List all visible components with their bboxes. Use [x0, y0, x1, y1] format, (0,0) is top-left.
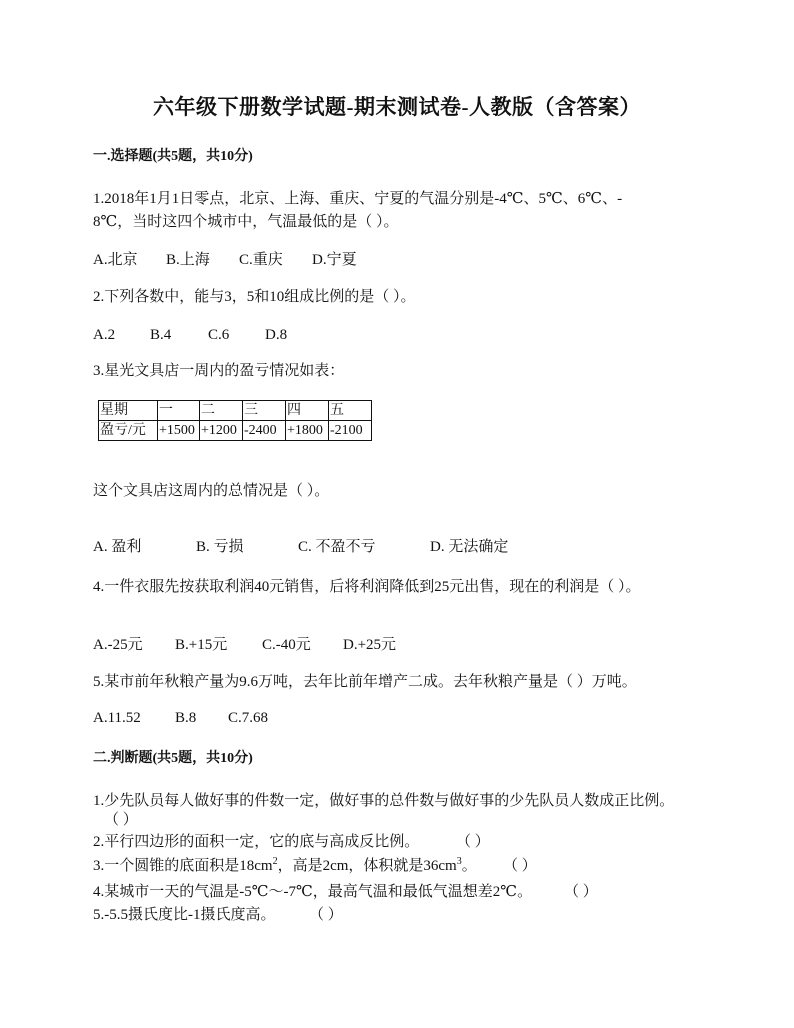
judge-item-4-blank: （ ） [564, 884, 598, 900]
q3-option-b: B. 亏损 [196, 539, 244, 555]
judge-item-5-text: 5.-5.5摄氏度比-1摄氏度高。 [93, 907, 276, 923]
judge-item-3-text [93, 857, 477, 875]
table-row [99, 421, 372, 441]
judge-item-3-part1: 3.一个圆锥的底面积是18cm [93, 858, 273, 874]
judge-item-1-blank: （ ） [104, 812, 138, 828]
q5-option-a: A.11.52 [93, 710, 141, 726]
judge-item-5-blank: （ ） [309, 907, 343, 923]
q2-option-d: D.8 [265, 327, 288, 343]
judge-item-2-blank: （ ） [456, 834, 490, 850]
q2-option-c: C.6 [208, 327, 230, 343]
q3-followup: 这个文具店这周内的总情况是（ ）。 [93, 483, 330, 499]
q2-stem: 2.下列各数中，能与3，5和10组成比例的是（ ）。 [93, 289, 416, 305]
q1-option-c: C.重庆 [239, 252, 283, 268]
table-header-cell: 三 [243, 401, 286, 421]
table-header-cell: 二 [200, 401, 243, 421]
page-title: 六年级下册数学试题-期末测试卷-人教版（含答案） [153, 95, 641, 119]
q1-option-b: B.上海 [166, 252, 210, 268]
judge-item-3-part3: 。 [461, 858, 477, 874]
profit-loss-table [98, 400, 372, 441]
q2-option-b: B.4 [150, 327, 172, 343]
q3-option-a: A. 盈利 [93, 539, 142, 555]
q4-option-b: B.+15元 [175, 637, 228, 653]
superscript-3: 3 [456, 856, 462, 867]
q1-stem-line1: 1.2018年1月1日零点，北京、上海、重庆、宁夏的气温分别是-4℃、5℃、6℃、- [93, 191, 623, 207]
q5-option-c: C.7.68 [228, 710, 269, 726]
table-header-cell: 星期 [99, 401, 158, 421]
q4-stem: 4.一件衣服先按获取利润40元销售，后将利润降低到25元出售，现在的利润是（ ）。 [93, 579, 641, 595]
judge-item-2-text: 2.平行四边形的面积一定，它的底与高成反比例。 [93, 834, 420, 850]
q1-option-d: D.宁夏 [312, 252, 357, 268]
table-cell: +1200 [200, 421, 243, 441]
table-cell: -2400 [243, 421, 286, 441]
q1-option-a: A.北京 [93, 252, 138, 268]
judge-section-header: 二.判断题(共5题，共10分) [93, 751, 253, 766]
q5-stem: 5.某市前年秋粮产量为9.6万吨，去年比前年增产二成。去年秋粮产量是（ ）万吨。 [93, 674, 637, 690]
table-cell: -2100 [329, 421, 372, 441]
q1-stem-line2: 8℃，当时这四个城市中，气温最低的是（ ）。 [93, 214, 399, 230]
q3-option-c: C. 不盈不亏 [298, 539, 376, 555]
q5-option-b: B.8 [175, 710, 197, 726]
q3-stem: 3.星光文具店一周内的盈亏情况如表： [93, 363, 345, 379]
judge-item-3-blank: （ ） [503, 858, 537, 874]
judge-item-3-part2: ，高是2cm，体积就是36cm [277, 858, 457, 874]
table-header-row [99, 401, 372, 421]
q2-option-a: A.2 [93, 327, 116, 343]
table-cell: 盈亏/元 [99, 421, 158, 441]
choice-section-header: 一.选择题(共5题，共10分) [93, 149, 253, 164]
q4-option-c: C.-40元 [262, 637, 311, 653]
table-header-cell: 四 [286, 401, 329, 421]
q3-option-d: D. 无法确定 [430, 539, 509, 555]
superscript-2: 2 [272, 856, 278, 867]
q4-option-d: D.+25元 [343, 637, 397, 653]
table-cell: +1500 [158, 421, 200, 441]
q4-option-a: A.-25元 [93, 637, 143, 653]
judge-item-4-text: 4.某城市一天的气温是-5℃～-7℃，最高气温和最低气温想差2℃。 [93, 884, 533, 900]
table-cell: +1800 [286, 421, 329, 441]
judge-item-1-text: 1.少先队员每人做好事的件数一定，做好事的总件数与做好事的少先队员人数成正比例。 [93, 793, 675, 809]
table-header-cell: 五 [329, 401, 372, 421]
table-header-cell: 一 [158, 401, 200, 421]
